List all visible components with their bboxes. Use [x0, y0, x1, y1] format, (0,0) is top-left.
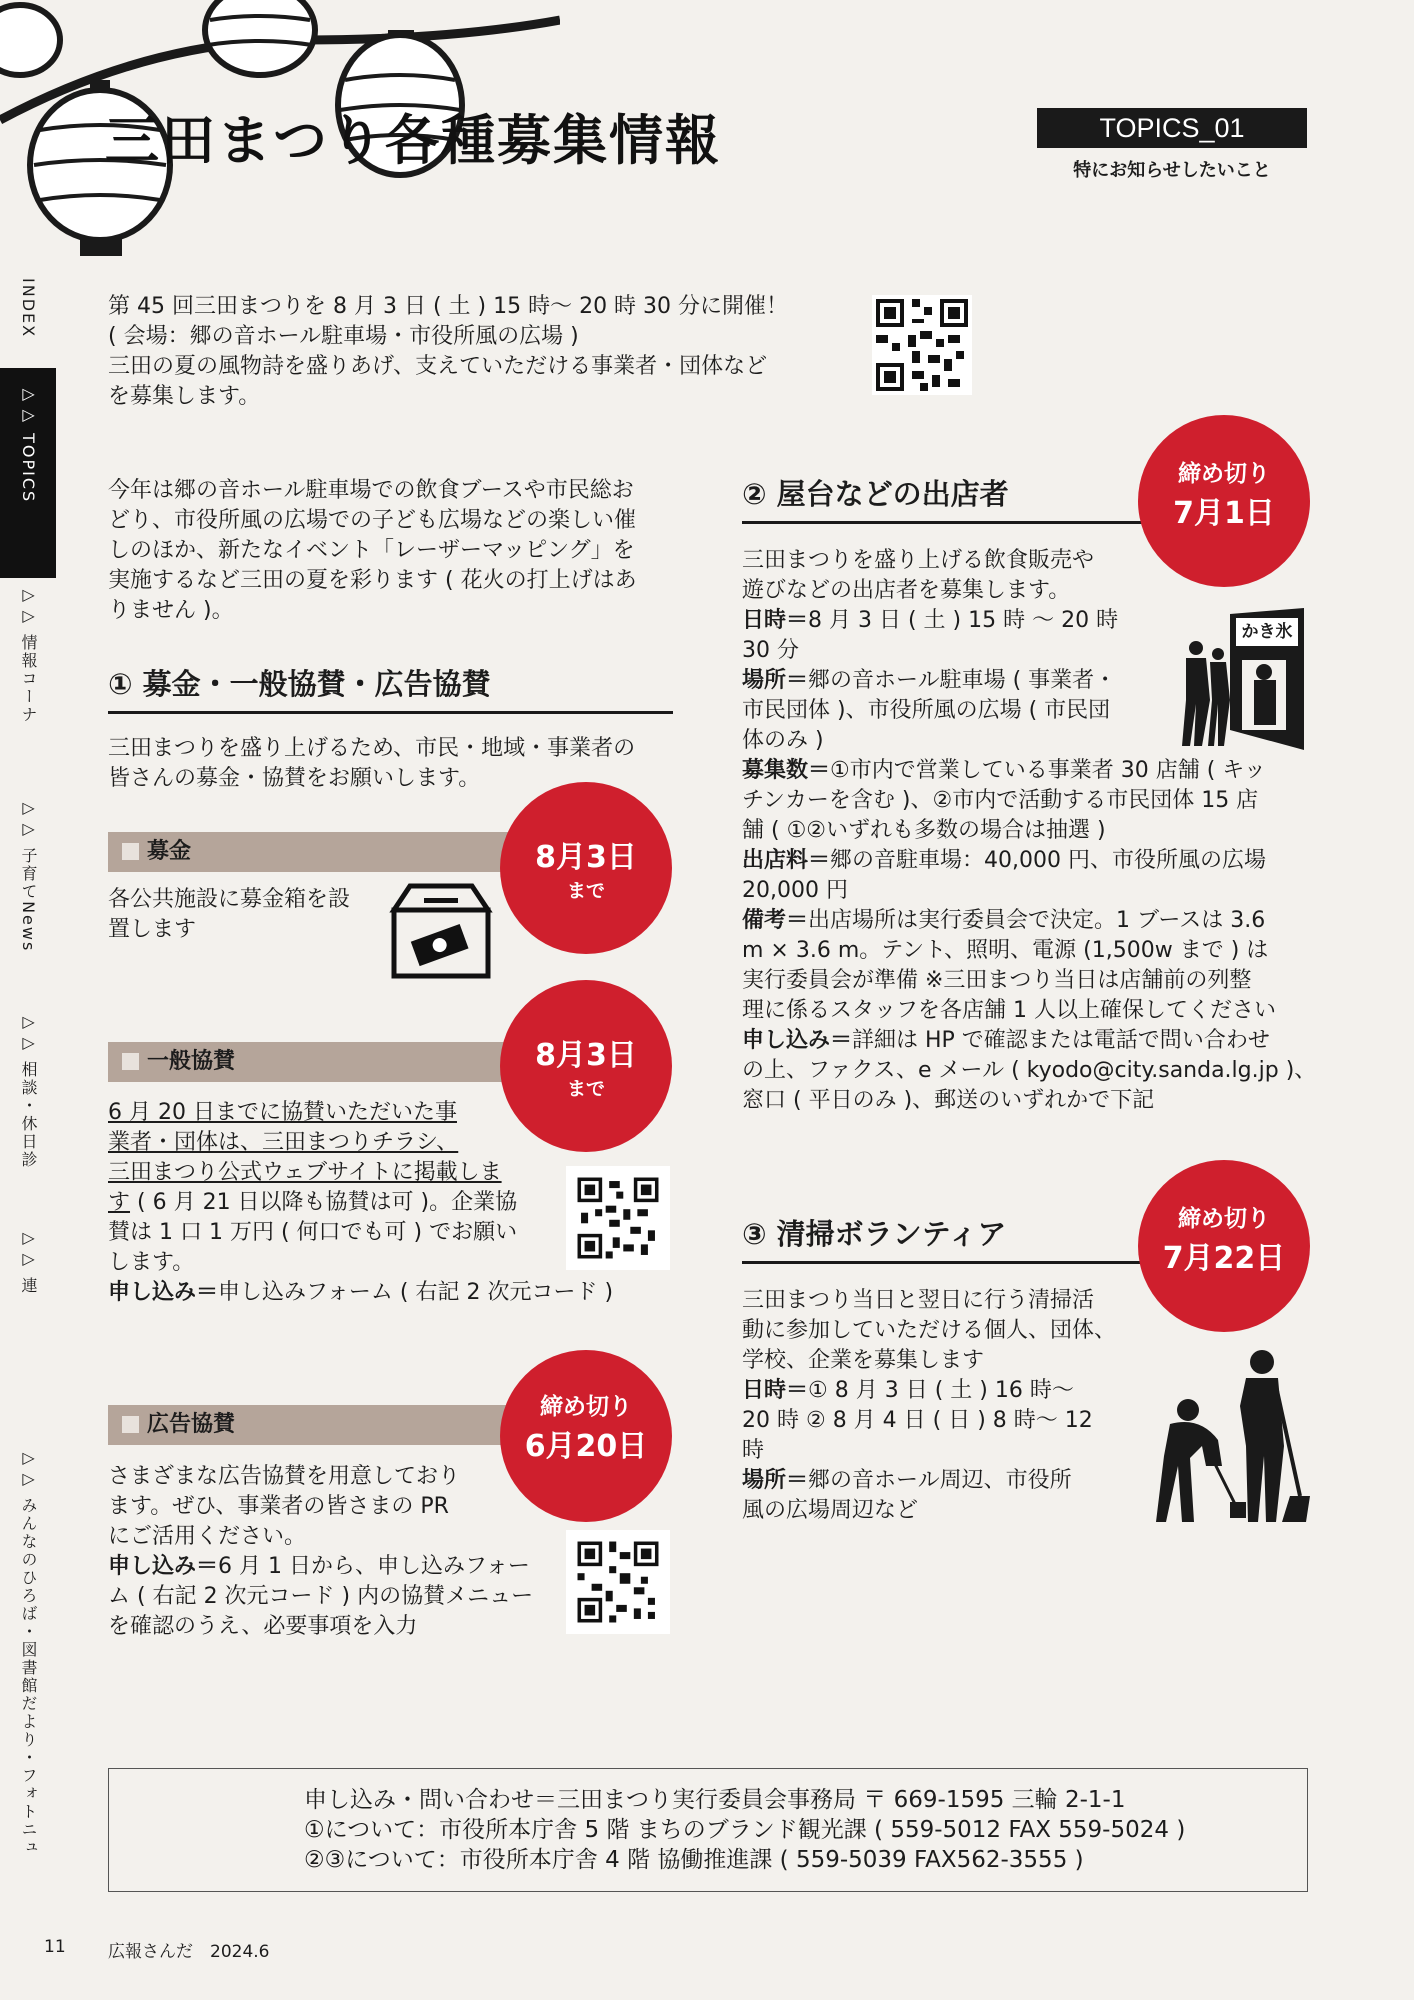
section3-text: 三田まつり当日と翌日に行う清掃活 動に参加していただける個人、団体、 学校、企業を募集します 日時＝① 8 月 3 日 ( 土 ) 16 時～ 20 時 ② 8 月 4 日 ( 日 ) 8 時～ 12 時 場所＝郷の音ホール周辺、市役所 風の広場周辺など	[742, 1288, 1117, 1523]
side-item-hiroba[interactable]: ▷▷ みんなのひろば・図書館だより・フォトニュ	[19, 1448, 38, 1858]
section2-deadline-badge: 締め切り 7月1日	[1138, 415, 1310, 587]
kyosan-text: 6 月 20 日までに協賛いただいた事 業者・団体は、三田まつりチラシ、 三田まつり公式ウェブサイトに掲載しま す ( 6 月 21 日以降も協賛は可 )。企業協 賛は 1 口 1 万円 ( 何口でも可 ) でお願い します。 申し込み＝申し込みフォーム ( 右記 2 次元コード )	[108, 1100, 614, 1305]
stall-sign: かき氷	[1241, 622, 1293, 642]
side-index-label[interactable]: INDEX	[19, 278, 38, 339]
topics-subtitle: 特にお知らせしたいこと	[1073, 160, 1271, 181]
contact-box: 申し込み・問い合わせ＝三田まつり実行委員会事務局 〒 669-1595 三輪 2-1-1 ①について：市役所本庁舎 5 階 まちのブランド観光課 ( 559-5012 FAX 559-5024 ) ②③について：市役所本庁舎 4 階 協働推進課 ( 559-5039 FAX562-3555 )	[108, 1768, 1308, 1892]
koukoku-deadline-badge: 締め切り 6月20日	[500, 1350, 672, 1522]
bokin-deadline-badge: 8月3日 まで	[500, 782, 672, 954]
donation-box-icon	[388, 880, 494, 982]
bokin-text: 各公共施設に募金箱を設 置します	[108, 887, 351, 942]
kyosan-band: 一般協賛	[108, 1042, 548, 1082]
section2-text: 三田まつりを盛り上げる飲食販売や 遊びなどの出店者を募集します。 日時＝8 月 3 日 ( 土 ) 15 時 ～ 20 時 30 分 場所＝郷の音ホール駐車場 ( 事業者・ 市民団体 )、市役所風の広場 ( 市民団 体のみ ) 募集数＝①市内で営業している事業者 30 店舗 ( キッ チンカーを含む )、②市内で活動する市民団体 15 店 舗 ( ①②いずれも多数の場合は抽選 ) 出店料＝郷の音駐車場：40,000 円、市役所風の広場 20,000 円 備考＝出店場所は実行委員会で決定。1 ブースは 3.6 m × 3.6 m。テント、照明、電源 (1,500w まで ) は 実行委員会が準備 ※三田まつり当日は店舗前の列整 理に係るスタッフを各店舗 1 人以上確保してください 申し込み＝詳細は HP で確認または電話で問い合わせ の上、ファクス、e メール ( kyodo@city.sanda.lg.jp )、 窓口 ( 平日のみ )、郵送のいずれかで下記	[742, 548, 1317, 1113]
koukoku-band: 広告協賛	[108, 1405, 548, 1445]
lead-paragraph: 今年は郷の音ホール駐車場での飲食ブースや市民総お どり、市役所風の広場での子ども広場などの楽しい催 しのほか、新たなイベント「レーザーマッピング」を 実施するなど三田の夏を彩ります ( 花火の打上げはあ りません )。	[108, 478, 637, 623]
side-item-rensai[interactable]: ▷▷ 連	[19, 1228, 38, 1296]
page-number: 11	[44, 1937, 66, 1957]
square-icon	[122, 1416, 139, 1433]
page-title: 三田まつり各種募集情報	[105, 109, 721, 172]
section2-title: ② 屋台などの出店者	[742, 472, 1142, 524]
side-item-info[interactable]: ▷▷ 情報コーナ	[19, 585, 38, 725]
kyosan-deadline-badge: 8月3日 まで	[500, 980, 672, 1152]
koukoku-text: さまざまな広告協賛を用意しており ます。ぜひ、事業者の皆さまの PR にご活用ください。 申し込み＝6 月 1 日から、申し込みフォー ム ( 右記 2 次元コード ) 内の協賛メニュー を確認のうえ、必要事項を入力	[108, 1464, 534, 1639]
publication-name: 広報さんだ 2024.6	[108, 1942, 270, 1962]
topics-tag: TOPICS_01	[1037, 108, 1307, 148]
square-icon	[122, 843, 139, 860]
square-icon	[122, 1053, 139, 1070]
side-item-kosodate[interactable]: ▷▷ 子育てNews	[19, 798, 38, 953]
side-item-topics[interactable]: ▷▷ TOPICS	[0, 368, 56, 578]
qr-code-icon[interactable]	[566, 1166, 670, 1270]
bokin-band: 募金	[108, 832, 548, 872]
qr-code-icon[interactable]	[566, 1530, 670, 1634]
qr-code-icon[interactable]	[872, 295, 972, 395]
lantern-icon	[0, 5, 60, 75]
section1-title: ① 募金・一般協賛・広告協賛	[108, 662, 673, 714]
side-item-soudan[interactable]: ▷▷ 相談・休日診	[19, 1012, 38, 1170]
section1-desc: 三田まつりを盛り上げるため、市民・地域・事業者の 皆さんの募金・協賛をお願いします。	[108, 736, 636, 791]
cleaning-volunteers-illustration	[1150, 1346, 1310, 1530]
section3-deadline-badge: 締め切り 7月22日	[1138, 1160, 1310, 1332]
intro-text: 第 45 回三田まつりを 8 月 3 日 ( 土 ) 15 時～ 20 時 30 分に開催！ ( 会場：郷の音ホール駐車場・市役所風の広場 ) 三田の夏の風物詩を盛りあげ、支えていただける事業者・団体など を募集します。	[108, 294, 789, 409]
section3-title: ③ 清掃ボランティア	[742, 1212, 1142, 1264]
lantern-icon	[205, 0, 315, 75]
food-stall-illustration	[1172, 600, 1307, 750]
